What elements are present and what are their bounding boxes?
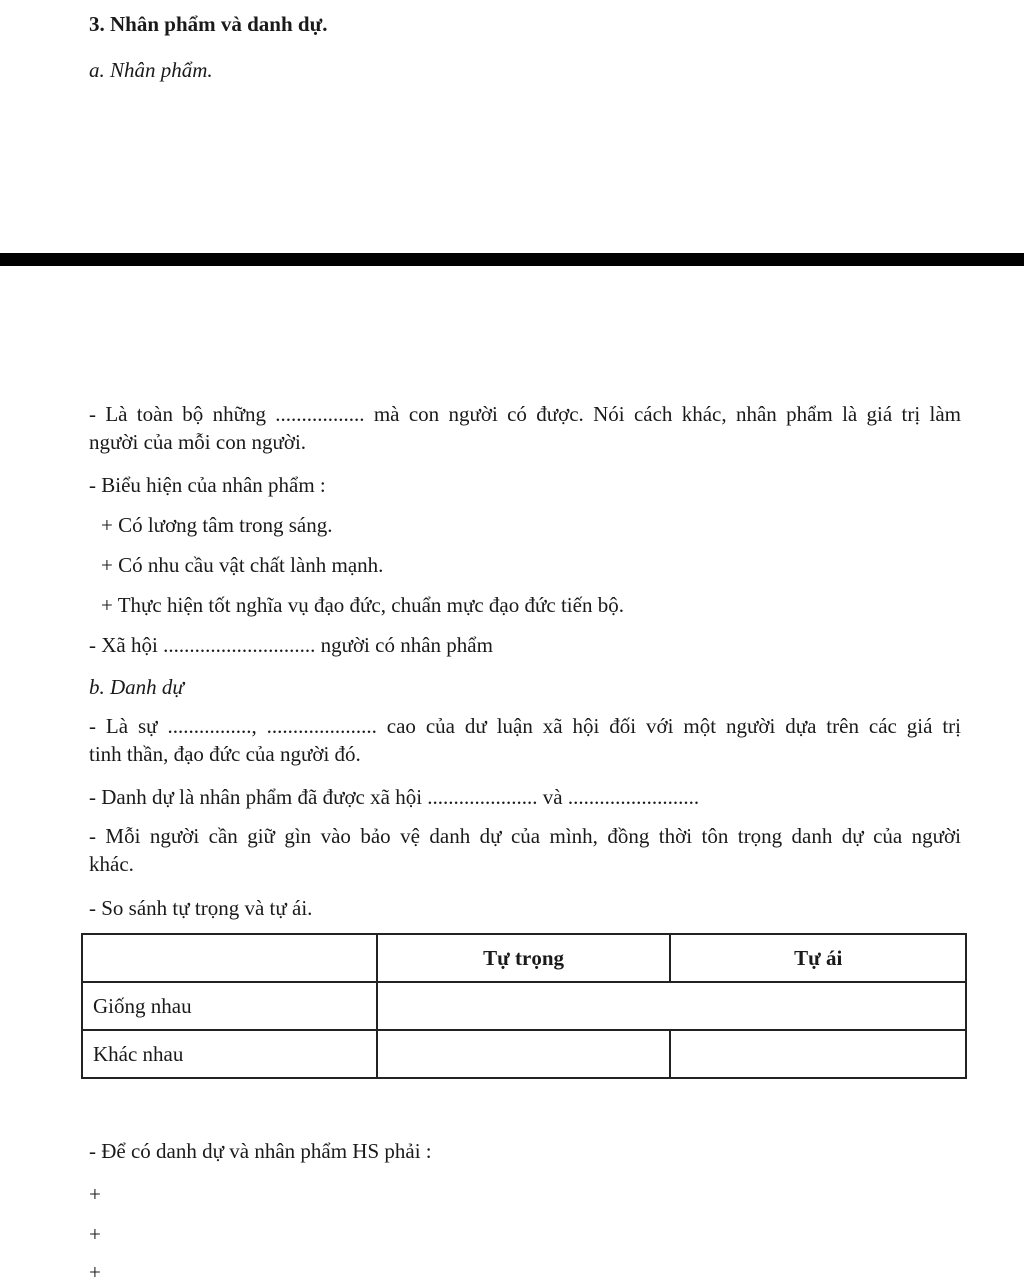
xa-hoi-line: - Xã hội ............................. người có nhân phẩm <box>89 633 493 657</box>
bullet-luong-tam: + Có lương tâm trong sáng. <box>101 513 333 537</box>
giu-gin-paragraph <box>89 822 961 878</box>
table-cell-giong-nhau <box>377 982 966 1030</box>
danh-du-definition-line2: tinh thần, đạo đức của người đó. <box>89 742 361 766</box>
table-header-tu-ai: Tự ái <box>670 934 966 982</box>
hs-plus-2: + <box>89 1222 101 1246</box>
hs-plus-3: + <box>89 1260 101 1284</box>
table-header-row <box>82 934 966 982</box>
subsection-b-title: b. Danh dự <box>89 675 184 699</box>
giu-gin-line2: khác. <box>89 852 134 876</box>
subsection-a-title: a. Nhân phẩm. <box>89 58 213 82</box>
giu-gin-line1: - Mỗi người cần giữ gìn vào bảo vệ danh dự của mình, đồng thời tôn trọng danh dự của người <box>89 824 961 848</box>
table-row-khac-nhau <box>82 1030 966 1078</box>
table-row-giong-nhau <box>82 982 966 1030</box>
table-row-label: Khác nhau <box>82 1030 377 1078</box>
table-cell-khac-nhau-tu-ai <box>670 1030 966 1078</box>
nhan-pham-definition-line2: người của mỗi con người. <box>89 430 307 454</box>
nhan-pham-definition <box>89 400 961 456</box>
danh-du-nhan-pham-line: - Danh dự là nhân phẩm đã được xã hội ..................... và ......................... <box>89 785 700 809</box>
bieu-hien-heading: - Biểu hiện của nhân phẩm : <box>89 473 326 497</box>
bullet-nhu-cau: + Có nhu cầu vật chất lành mạnh. <box>101 553 384 577</box>
bullet-nghia-vu: + Thực hiện tốt nghĩa vụ đạo đức, chuẩn mực đạo đức tiến bộ. <box>101 593 624 617</box>
table-cell-khac-nhau-tu-trong <box>377 1030 671 1078</box>
comparison-table <box>81 933 967 1079</box>
hs-plus-1: + <box>89 1182 101 1206</box>
section-title: 3. Nhân phẩm và danh dự. <box>89 12 328 36</box>
danh-du-definition-line1: - Là sự ................, ..................... cao của dư luận xã hội đối với một người dựa trên các giá trị <box>89 714 961 738</box>
black-divider-bar <box>0 253 1024 266</box>
table-header-tu-trong: Tự trọng <box>377 934 671 982</box>
nhan-pham-definition-line1: - Là toàn bộ những ................. mà con người có được. Nói cách khác, nhân phẩm là giá trị làm <box>89 402 961 426</box>
hs-heading: - Để có danh dự và nhân phẩm HS phải : <box>89 1139 432 1163</box>
table-row-label: Giống nhau <box>82 982 377 1030</box>
table-header-empty <box>82 934 377 982</box>
so-sanh-heading: - So sánh tự trọng và tự ái. <box>89 896 313 920</box>
danh-du-definition <box>89 712 961 768</box>
